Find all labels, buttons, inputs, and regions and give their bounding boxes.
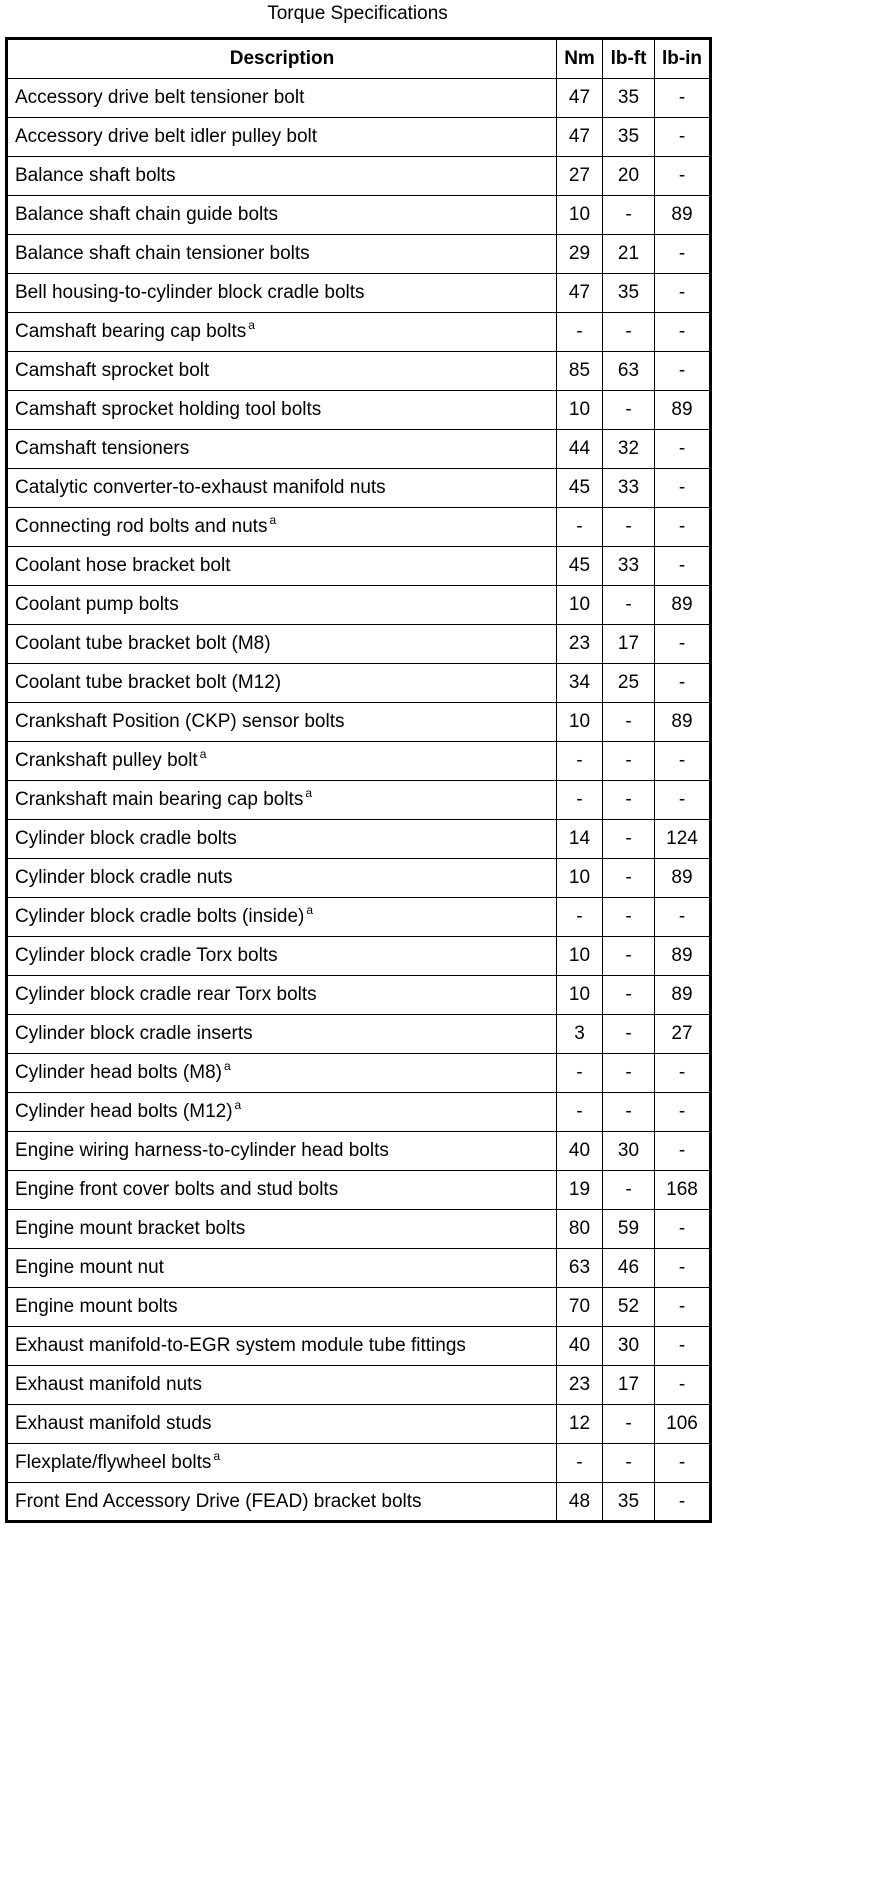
table-row — [7, 508, 711, 547]
footnote-marker: a — [306, 903, 314, 917]
cell-lbin: - — [655, 1366, 711, 1405]
cell-description — [7, 1405, 557, 1444]
table-row — [7, 1249, 711, 1288]
table-row — [7, 703, 711, 742]
cell-lbft: - — [603, 859, 655, 898]
table-row — [7, 625, 711, 664]
cell-lbft: 33 — [603, 469, 655, 508]
table-row — [7, 781, 711, 820]
cell-lbft: 46 — [603, 1249, 655, 1288]
cell-description — [7, 1288, 557, 1327]
cell-lbin: - — [655, 781, 711, 820]
cell-lbin: 89 — [655, 703, 711, 742]
cell-nm: - — [557, 1444, 603, 1483]
table-row — [7, 1054, 711, 1093]
cell-nm: - — [557, 508, 603, 547]
cell-nm: - — [557, 781, 603, 820]
cell-lbft: 35 — [603, 118, 655, 157]
cell-lbin: - — [655, 625, 711, 664]
cell-lbft: - — [603, 1015, 655, 1054]
description-text: Cylinder block cradle bolts (inside) — [15, 906, 305, 927]
cell-lbft: 35 — [603, 274, 655, 313]
cell-nm: - — [557, 313, 603, 352]
table-row — [7, 196, 711, 235]
cell-lbin: - — [655, 1483, 711, 1522]
cell-lbft: 30 — [603, 1327, 655, 1366]
cell-lbin: 27 — [655, 1015, 711, 1054]
cell-description — [7, 703, 557, 742]
cell-lbin: 168 — [655, 1171, 711, 1210]
cell-description — [7, 1249, 557, 1288]
cell-lbin: - — [655, 352, 711, 391]
cell-description — [7, 820, 557, 859]
cell-lbin: 124 — [655, 820, 711, 859]
cell-lbft: 35 — [603, 1483, 655, 1522]
description-text: Exhaust manifold nuts — [15, 1374, 202, 1395]
description-text: Coolant pump bolts — [15, 594, 179, 615]
cell-lbft: 30 — [603, 1132, 655, 1171]
table-row — [7, 1171, 711, 1210]
description-text: Catalytic converter-to-exhaust manifold nuts — [15, 477, 386, 498]
table-row — [7, 1288, 711, 1327]
cell-description — [7, 1210, 557, 1249]
cell-lbft: - — [603, 781, 655, 820]
cell-description — [7, 742, 557, 781]
cell-lbft: 35 — [603, 79, 655, 118]
cell-lbin: - — [655, 742, 711, 781]
cell-nm: 10 — [557, 586, 603, 625]
cell-nm: 44 — [557, 430, 603, 469]
cell-lbin: - — [655, 157, 711, 196]
cell-lbft: - — [603, 742, 655, 781]
description-text: Cylinder block cradle nuts — [15, 867, 233, 888]
table-row — [7, 820, 711, 859]
description-text: Camshaft bearing cap bolts — [15, 321, 247, 342]
cell-lbft: - — [603, 508, 655, 547]
cell-nm: - — [557, 898, 603, 937]
cell-nm: 80 — [557, 1210, 603, 1249]
cell-lbin: - — [655, 1249, 711, 1288]
table-row — [7, 352, 711, 391]
description-text: Crankshaft main bearing cap bolts — [15, 789, 304, 810]
cell-lbin: - — [655, 1093, 711, 1132]
cell-lbft: - — [603, 313, 655, 352]
cell-nm: 23 — [557, 625, 603, 664]
cell-lbin: 89 — [655, 586, 711, 625]
cell-nm: - — [557, 1054, 603, 1093]
table-row — [7, 1210, 711, 1249]
description-text: Coolant tube bracket bolt (M12) — [15, 672, 282, 693]
cell-lbft: - — [603, 937, 655, 976]
cell-lbft: - — [603, 391, 655, 430]
table-row — [7, 664, 711, 703]
description-text: Cylinder head bolts (M8) — [15, 1062, 222, 1083]
cell-lbft: - — [603, 1171, 655, 1210]
table-row — [7, 1483, 711, 1522]
cell-lbin: - — [655, 664, 711, 703]
table-row — [7, 547, 711, 586]
cell-lbft: 33 — [603, 547, 655, 586]
table-row — [7, 976, 711, 1015]
cell-description — [7, 235, 557, 274]
cell-description — [7, 898, 557, 937]
description-text: Engine mount bolts — [15, 1296, 178, 1317]
table-row — [7, 157, 711, 196]
description-text: Cylinder block cradle Torx bolts — [15, 945, 278, 966]
cell-description — [7, 274, 557, 313]
cell-nm: 12 — [557, 1405, 603, 1444]
cell-description — [7, 781, 557, 820]
cell-lbft: - — [603, 1405, 655, 1444]
description-text: Coolant hose bracket bolt — [15, 555, 231, 576]
cell-lbin: - — [655, 508, 711, 547]
table-row — [7, 859, 711, 898]
cell-nm: 14 — [557, 820, 603, 859]
table-row — [7, 1444, 711, 1483]
footnote-marker: a — [234, 1098, 242, 1112]
description-text: Cylinder head bolts (M12) — [15, 1101, 233, 1122]
cell-lbft: - — [603, 1093, 655, 1132]
cell-nm: 23 — [557, 1366, 603, 1405]
cell-lbin: 89 — [655, 976, 711, 1015]
table-row — [7, 391, 711, 430]
description-text: Accessory drive belt idler pulley bolt — [15, 126, 318, 147]
description-text: Balance shaft chain guide bolts — [15, 204, 279, 225]
description-text: Cylinder block cradle inserts — [15, 1023, 253, 1044]
cell-description — [7, 508, 557, 547]
cell-description — [7, 547, 557, 586]
cell-nm: 45 — [557, 547, 603, 586]
cell-description — [7, 937, 557, 976]
table-row — [7, 469, 711, 508]
description-text: Balance shaft bolts — [15, 165, 176, 186]
description-text: Camshaft tensioners — [15, 438, 190, 459]
description-text: Cylinder block cradle bolts — [15, 828, 237, 849]
footnote-marker: a — [223, 1059, 231, 1073]
cell-lbin: 89 — [655, 859, 711, 898]
cell-nm: 45 — [557, 469, 603, 508]
cell-lbft: 21 — [603, 235, 655, 274]
column-header-lbft: lb-ft — [603, 39, 655, 79]
description-text: Crankshaft Position (CKP) sensor bolts — [15, 711, 345, 732]
cell-lbin: - — [655, 898, 711, 937]
cell-nm: 34 — [557, 664, 603, 703]
cell-description — [7, 859, 557, 898]
torque-spec-table — [5, 37, 712, 1523]
cell-description — [7, 1093, 557, 1132]
cell-nm: 70 — [557, 1288, 603, 1327]
description-text: Engine mount nut — [15, 1257, 164, 1278]
cell-nm: 47 — [557, 79, 603, 118]
column-header-description: Description — [7, 39, 557, 79]
table-row — [7, 1405, 711, 1444]
cell-description — [7, 1054, 557, 1093]
table-row — [7, 1093, 711, 1132]
footnote-marker: a — [305, 786, 313, 800]
cell-lbin: 89 — [655, 391, 711, 430]
table-row — [7, 1366, 711, 1405]
footnote-marker: a — [213, 1449, 221, 1463]
column-header-lbin: lb-in — [655, 39, 711, 79]
cell-nm: 19 — [557, 1171, 603, 1210]
cell-lbft: 25 — [603, 664, 655, 703]
table-row — [7, 586, 711, 625]
cell-description — [7, 664, 557, 703]
cell-lbin: 89 — [655, 196, 711, 235]
description-text: Crankshaft pulley bolt — [15, 750, 198, 771]
description-text: Bell housing-to-cylinder block cradle bolts — [15, 282, 365, 303]
cell-lbin: - — [655, 547, 711, 586]
table-row — [7, 898, 711, 937]
cell-nm: 10 — [557, 976, 603, 1015]
table-row — [7, 274, 711, 313]
cell-nm: 47 — [557, 274, 603, 313]
description-text: Exhaust manifold studs — [15, 1413, 212, 1434]
cell-lbft: 20 — [603, 157, 655, 196]
cell-nm: 3 — [557, 1015, 603, 1054]
cell-nm: 10 — [557, 703, 603, 742]
cell-lbin: - — [655, 1288, 711, 1327]
cell-lbft: - — [603, 898, 655, 937]
cell-lbft: 32 — [603, 430, 655, 469]
cell-lbin: - — [655, 79, 711, 118]
cell-description — [7, 1327, 557, 1366]
cell-description — [7, 1015, 557, 1054]
footnote-marker: a — [199, 747, 207, 761]
cell-description — [7, 469, 557, 508]
description-text: Cylinder block cradle rear Torx bolts — [15, 984, 317, 1005]
table-row — [7, 1015, 711, 1054]
cell-description — [7, 313, 557, 352]
cell-description — [7, 1366, 557, 1405]
cell-description — [7, 1483, 557, 1522]
cell-nm: 10 — [557, 391, 603, 430]
cell-nm: 40 — [557, 1132, 603, 1171]
cell-lbft: 52 — [603, 1288, 655, 1327]
table-row — [7, 313, 711, 352]
cell-lbft: - — [603, 976, 655, 1015]
cell-lbin: - — [655, 1327, 711, 1366]
cell-description — [7, 430, 557, 469]
description-text: Exhaust manifold-to-EGR system module tube fittings — [15, 1335, 466, 1356]
description-text: Engine wiring harness-to-cylinder head bolts — [15, 1140, 389, 1161]
description-text: Connecting rod bolts and nuts — [15, 516, 268, 537]
cell-lbft: 63 — [603, 352, 655, 391]
description-text: Camshaft sprocket holding tool bolts — [15, 399, 322, 420]
cell-lbin: - — [655, 1054, 711, 1093]
cell-description — [7, 157, 557, 196]
cell-lbft: - — [603, 196, 655, 235]
cell-nm: 29 — [557, 235, 603, 274]
cell-description — [7, 586, 557, 625]
table-row — [7, 1327, 711, 1366]
description-text: Front End Accessory Drive (FEAD) bracket bolts — [15, 1490, 422, 1512]
cell-description — [7, 1444, 557, 1483]
cell-lbft: - — [603, 1444, 655, 1483]
cell-nm: 63 — [557, 1249, 603, 1288]
cell-lbin: - — [655, 1210, 711, 1249]
table-row — [7, 118, 711, 157]
cell-description — [7, 1171, 557, 1210]
cell-nm: - — [557, 742, 603, 781]
table-row — [7, 430, 711, 469]
cell-nm: - — [557, 1093, 603, 1132]
table-row — [7, 937, 711, 976]
footnote-marker: a — [248, 318, 255, 332]
cell-nm: 48 — [557, 1483, 603, 1522]
cell-lbft: - — [603, 820, 655, 859]
cell-lbft: 17 — [603, 625, 655, 664]
description-text: Balance shaft chain tensioner bolts — [15, 243, 310, 264]
cell-lbin: - — [655, 274, 711, 313]
cell-lbft: - — [603, 1054, 655, 1093]
cell-description — [7, 79, 557, 118]
cell-nm: 85 — [557, 352, 603, 391]
cell-nm: 10 — [557, 196, 603, 235]
cell-lbin: - — [655, 118, 711, 157]
cell-nm: 10 — [557, 937, 603, 976]
description-text: Camshaft sprocket bolt — [15, 360, 210, 381]
column-header-nm: Nm — [557, 39, 603, 79]
cell-lbin: 89 — [655, 937, 711, 976]
cell-lbin: 106 — [655, 1405, 711, 1444]
cell-lbin: - — [655, 1444, 711, 1483]
description-text: Engine mount bracket bolts — [15, 1218, 246, 1239]
cell-lbin: - — [655, 313, 711, 352]
cell-nm: 40 — [557, 1327, 603, 1366]
table-row — [7, 79, 711, 118]
description-text: Accessory drive belt tensioner bolt — [15, 87, 305, 108]
cell-lbin: - — [655, 469, 711, 508]
cell-nm: 10 — [557, 859, 603, 898]
footnote-marker: a — [269, 513, 277, 527]
cell-lbft: 17 — [603, 1366, 655, 1405]
description-text: Flexplate/flywheel bolts — [15, 1452, 212, 1473]
cell-nm: 47 — [557, 118, 603, 157]
cell-description — [7, 625, 557, 664]
table-row — [7, 1132, 711, 1171]
table-row — [7, 235, 711, 274]
cell-description — [7, 976, 557, 1015]
description-text: Coolant tube bracket bolt (M8) — [15, 633, 271, 654]
cell-nm: 27 — [557, 157, 603, 196]
cell-lbin: - — [655, 235, 711, 274]
table-row — [7, 742, 711, 781]
cell-description — [7, 352, 557, 391]
cell-description — [7, 391, 557, 430]
cell-lbft: - — [603, 586, 655, 625]
table-body — [7, 79, 711, 1522]
page-title: Torque Specifications — [267, 3, 448, 24]
cell-lbft: - — [603, 703, 655, 742]
cell-lbin: - — [655, 1132, 711, 1171]
cell-lbin: - — [655, 430, 711, 469]
table-header-row — [7, 39, 711, 79]
cell-description — [7, 118, 557, 157]
cell-lbft: 59 — [603, 1210, 655, 1249]
cell-description — [7, 196, 557, 235]
cell-description — [7, 1132, 557, 1171]
description-text: Engine front cover bolts and stud bolts — [15, 1179, 339, 1200]
